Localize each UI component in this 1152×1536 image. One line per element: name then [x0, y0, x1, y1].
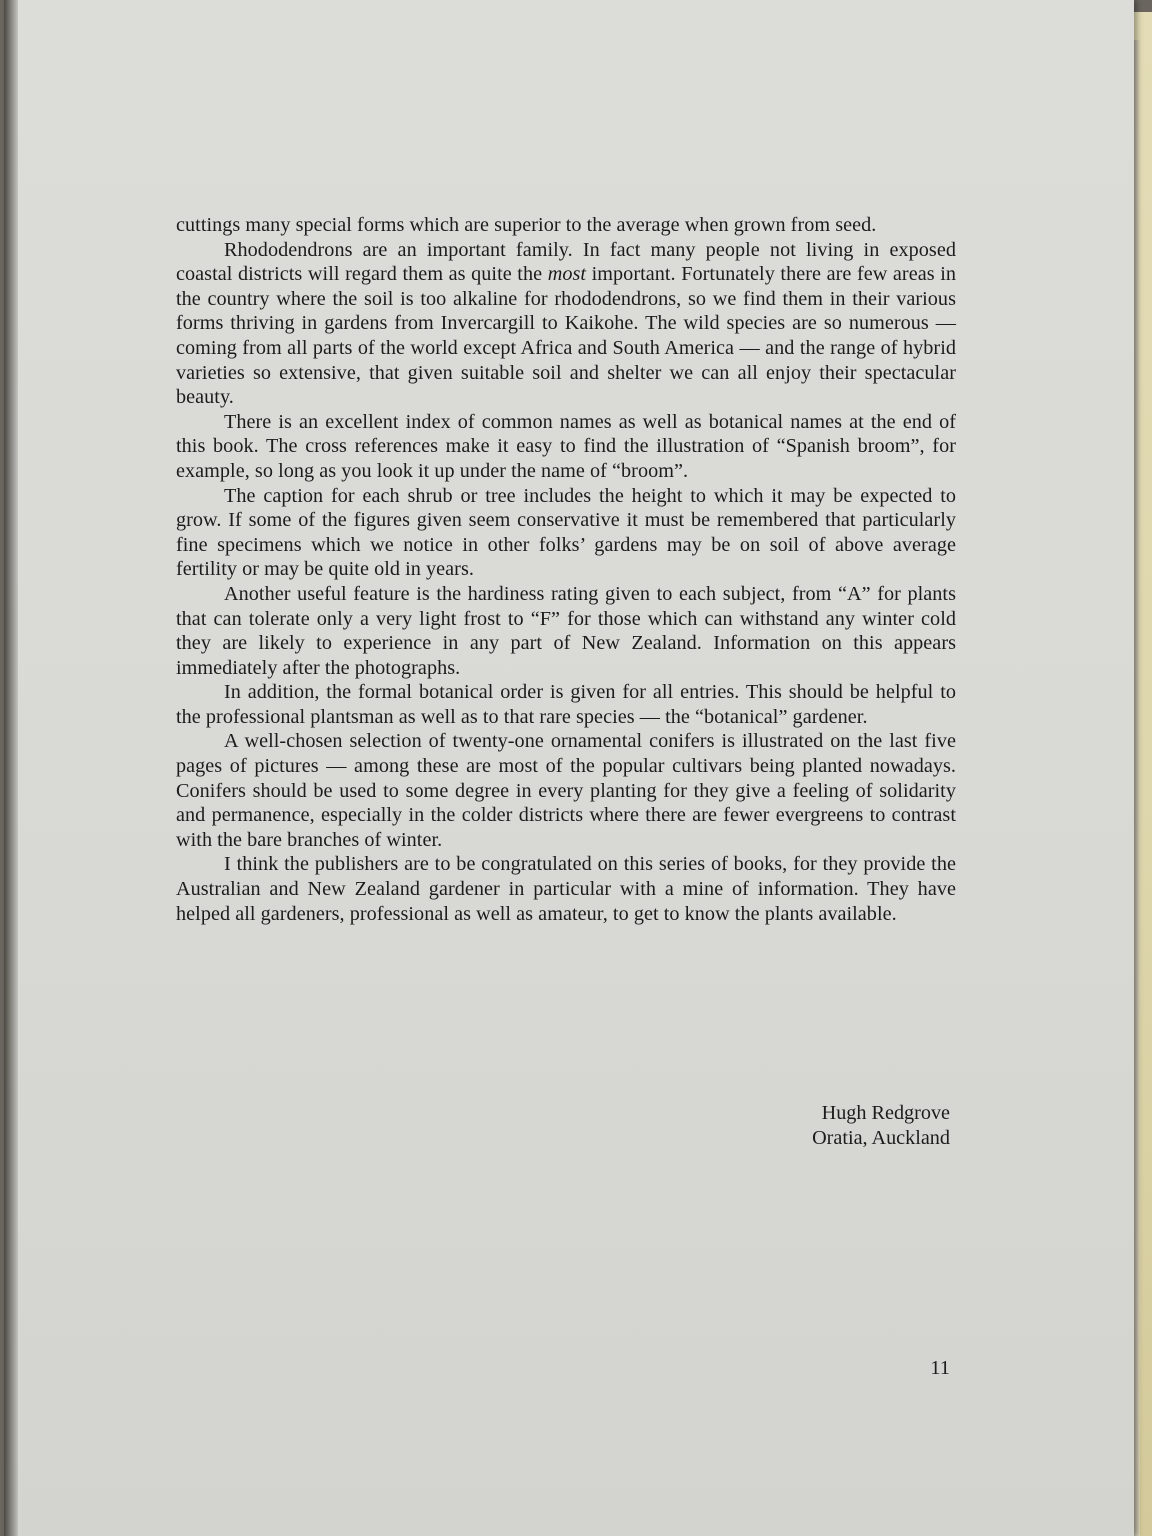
paragraph-text: In addition, the formal botanical order is given for all entries. This should be helpful to the professional plantsman as well as to that rare species — the “botanical” gardener. — [176, 681, 956, 728]
paragraph — [176, 729, 956, 852]
paragraph-text: Another useful feature is the hardiness rating given to each subject, from “A” for plants that can tolerate only a very light frost to “F” for those which can withstand any winter cold they are likely to experience in any part of New Zealand. Information on this appears immediately after the photographs. — [176, 582, 956, 679]
author-place: Oratia, Auckland — [812, 1126, 950, 1149]
paragraph-text: The caption for each shrub or tree includes the height to which it may be expected to grow. If some of the figures given seem conservative it must be remembered that particularly fine specimens which we notice in other folks’ gardens may be on soil of above average fertility or may be quite old in years. — [176, 484, 956, 581]
paragraph — [176, 852, 956, 926]
paragraph — [176, 484, 956, 582]
spine-shadow — [4, 0, 18, 1536]
paragraph — [176, 582, 956, 680]
paragraph — [176, 680, 956, 729]
paragraph-text: cuttings many special forms which are superior to the average when grown from seed. — [176, 214, 877, 236]
paragraph — [176, 238, 956, 410]
paragraph-text: There is an excellent index of common names as well as botanical names at the end of this book. The cross references make it easy to find the illustration of “Spanish broom”, for example, so long as you look it up under the name of “broom”. — [176, 410, 956, 482]
page-stack-edge — [1134, 40, 1140, 1536]
body-text — [176, 213, 956, 926]
emphasis-text: most — [547, 263, 587, 286]
page-number: 11 — [930, 1357, 950, 1379]
signature-block — [700, 1101, 950, 1150]
paragraph-text: I think the publishers are to be congratulated on this series of books, for they provide the Australian and New Zealand gardener in particular with a mine of information. They have helped all gardeners, professional as well as amateur, to get to know the plants available. — [176, 853, 956, 925]
paragraph — [176, 213, 956, 238]
paragraph-text: A well-chosen selection of twenty-one ornamental conifers is illustrated on the last five pages of pictures — among these are most of the popular cultivars being planted nowadays. Conifers should be used to some degree in every planting for they give a feeling of solidarity and permanence, especially in the colder districts where there are fewer evergreens to contrast with the bare branches of winter. — [176, 730, 956, 851]
paragraph-text: important. Fortunately there are few areas in the country where the soil is too alkaline for rhododendrons, so we find them in their various forms thriving in gardens from Invercargill to Kaikohe. The wild species are so numerous — coming from all parts of the world except Africa and South America — and the range of hybrid varieties so extensive, that given suitable soil and shelter we can all enjoy their spectacular beauty. — [176, 263, 957, 409]
author-name: Hugh Redgrove — [821, 1102, 950, 1124]
paragraph-text: Rhododendrons are an important family. In fact many people not living in exposed coastal districts will regard them as quite the — [176, 238, 956, 286]
paragraph — [176, 410, 956, 484]
